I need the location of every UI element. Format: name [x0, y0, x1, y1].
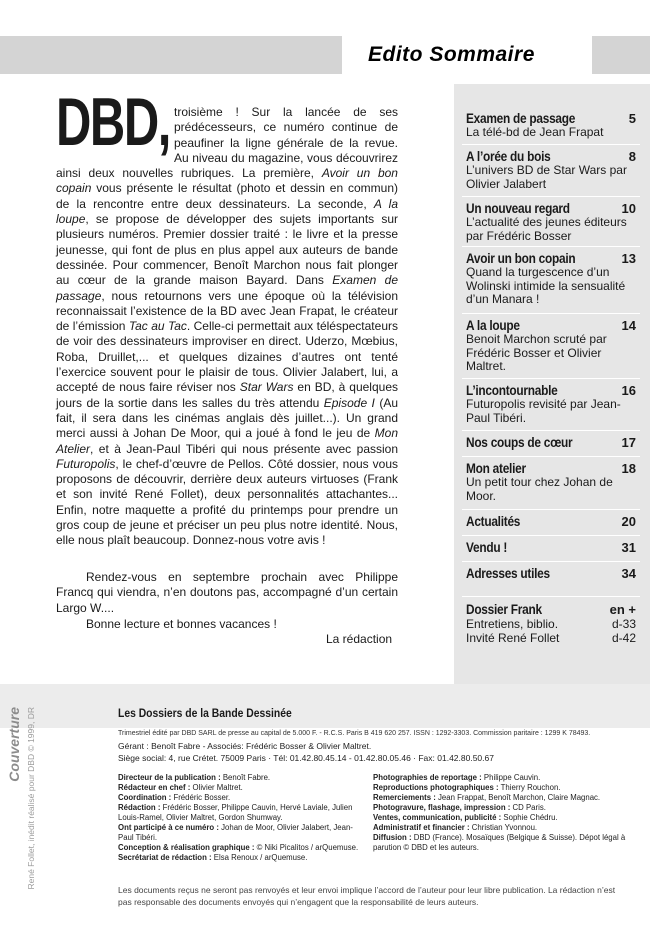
credit-key: Diffusion :: [373, 833, 412, 842]
credit-key: Ventes, communication, publicité :: [373, 813, 502, 822]
toc-dossier-title: Dossier Frank: [466, 602, 542, 617]
credit-key: Secrétariat de rédaction :: [118, 853, 212, 862]
credit-key: Coordination :: [118, 793, 172, 802]
edito-rendezvous: Rendez-vous en septembre prochain avec Philippe Francq qui viendra, n’en doutons pas, accompagné d’un certain Largo W....: [56, 570, 398, 615]
toc-item-title: Mon atelier: [466, 461, 526, 476]
toc-item-title: Adresses utiles: [466, 566, 550, 581]
credit-key: Remerciements :: [373, 793, 436, 802]
credit-value: © Niki Picalitos / arQuemuse.: [256, 843, 359, 852]
toc-item-desc: Futuropolis revisité par Jean-Paul Tibéri.: [466, 397, 621, 425]
toc-item[interactable]: [466, 383, 636, 425]
toc-item-desc: Benoit Marchon scruté par Frédéric Bosser et Olivier Maltret.: [466, 332, 607, 373]
toc-item-desc: L’univers BD de Star Wars par Olivier Jalabert: [466, 163, 627, 191]
publication-gerant: Gérant : Benoît Fabre - Associés: Frédéric Bosser & Olivier Maltret.: [118, 741, 372, 751]
publication-meta: Trimestriel édité par DBD SARL de presse au capital de 5.000 F. - R.C.S. Paris B 419 620 257. ISSN : 1292-3303. Commission paritaire : 1299 K 78493.: [118, 730, 591, 737]
toc-dossier-line: [466, 631, 636, 645]
toc-item[interactable]: [466, 251, 636, 307]
credit-key: Photogravure, flashage, impression :: [373, 803, 511, 812]
credit-value: Jean Frappat, Benoît Marchon, Claire Magnac.: [438, 793, 601, 802]
credit-value: Olivier Maltret.: [192, 783, 243, 792]
dropcap-spacer: [56, 105, 174, 163]
publication-siege: Siège social: 4, rue Crétet. 75009 Paris · Tél: 01.42.80.45.14 - 01.42.80.05.46 · Fax: 01.42.80.50.67: [118, 753, 494, 763]
toc-item-page: 34: [621, 566, 636, 581]
toc-item-title: A l’orée du bois: [466, 149, 551, 164]
disclaimer: Les documents reçus ne seront pas renvoyés et leur envoi implique l’accord de l’auteur pour leur libre publication. La rédaction n’est pas responsable des documents envoyés qui n’engagent que la responsabilité de leurs auteurs.: [118, 885, 616, 907]
credit-value: Johan de Moor, Olivier Jalabert, Jean-Paul Tibéri.: [118, 823, 353, 842]
credit-key: Photographies de reportage :: [373, 773, 482, 782]
bottom-band: [0, 684, 650, 728]
toc-dossier-line-page: d-42: [611, 631, 636, 645]
toc-separator: [462, 596, 640, 597]
toc-dossier-line-text: Entretiens, biblio.: [466, 617, 559, 631]
credit-row: [118, 853, 368, 863]
toc-item[interactable]: [466, 318, 636, 374]
toc-item-page: 14: [621, 318, 636, 333]
credit-row: [373, 793, 635, 803]
toc-item-page: 16: [621, 383, 636, 398]
toc-item-desc: Un petit tour chez Johan de Moor.: [466, 475, 613, 503]
toc-item-title: Un nouveau regard: [466, 201, 570, 216]
credit-value: Frédéric Bosser, Philippe Cauvin, Hervé Laviale, Julien Louis-Ramel, Olivier Maltret, Gordon Shumway.: [118, 803, 353, 822]
toc-item[interactable]: [466, 461, 636, 503]
credits-right: [373, 773, 635, 853]
credit-key: Administratif et financier :: [373, 823, 470, 832]
credit-value: Philippe Cauvin.: [483, 773, 541, 782]
credit-value: Elsa Renoux / arQuemuse.: [213, 853, 308, 862]
toc-item-desc: L’actualité des jeunes éditeurs par Frédéric Bosser: [466, 215, 627, 243]
toc-item-title: L’incontournable: [466, 383, 558, 398]
toc-item-title: Avoir un bon copain: [466, 251, 576, 266]
edito-dropcap: DBD,: [56, 84, 170, 160]
credit-row: [373, 803, 635, 813]
credit-value: Christian Yvonnou.: [471, 823, 538, 832]
toc-item[interactable]: [466, 435, 636, 450]
toc-separator: [462, 378, 640, 379]
toc-separator: [462, 430, 640, 431]
credit-key: Ont participé à ce numéro :: [118, 823, 219, 832]
credit-key: Rédacteur en chef :: [118, 783, 191, 792]
toc-item-page: 10: [621, 201, 636, 216]
credit-value: Frédéric Bosser.: [173, 793, 231, 802]
toc-dossier-line-page: d-33: [611, 617, 636, 631]
toc-item[interactable]: [466, 201, 636, 243]
toc-item[interactable]: [466, 566, 636, 581]
credit-row: [118, 793, 368, 803]
toc-separator: [462, 509, 640, 510]
credit-row: [373, 813, 635, 823]
toc-separator: [462, 535, 640, 536]
publication-title: Les Dossiers de la Bande Dessinée: [118, 708, 292, 720]
toc-item-page: 18: [621, 461, 636, 476]
toc-item-desc: Quand la turgescence d’un Wolinski intimide la sensualité d’un Manara !: [466, 265, 626, 306]
toc-item-page: 20: [621, 514, 636, 529]
couverture-label: Couverture: [6, 707, 22, 782]
credit-value: Thierry Rouchon.: [500, 783, 561, 792]
toc-item-page: 17: [621, 435, 636, 450]
credit-value: Benoît Fabre.: [222, 773, 271, 782]
credit-value: Sophie Chédru.: [503, 813, 558, 822]
credit-key: Conception & réalisation graphique :: [118, 843, 255, 852]
toc-item[interactable]: [466, 111, 636, 140]
toc-item-page: 13: [621, 251, 636, 266]
edito-paragraph: troisième ! Sur la lancée de ses prédécesseurs, ce numéro continue de peaufiner la ligne générale de la revue. Au niveau du magazine, vous découvrirez ainsi deux nouvelles rubriques. La première, Avoir un bon copain vous présente le résultat (photo et dessin en commun) de la rencontre entre deux dessinateurs. La seconde, A la loupe, se propose de développer des sujets importants sur plusieurs numéros. Premier dossier traité : le livre et la presse jeunesse, qui font de plus en plus appel aux auteurs de bande dessinée. Pour commencer, Benoît Marchon nous fait plonger au cœur de la grande maison Bayard. Dans Examen de passage, nous retournons vers une époque où la télévision reconnaissait l’existence de la BD avec Jean Frapat, le créateur de l’émission Tac au Tac. Celle-ci permettait aux téléspectateurs de voir des dessinateurs improviser en direct. Uderzo, Mœbius, Roba, Druillet,... et quelques dizaines d’autres ont tenté l’exercice souvent pour le plaisir de tous. Olivier Jalabert, lui, a accepté de nous faire réviser nos Star Wars en BD, à quelques jours de la sortie dans les salles du très attendu Episode I (Au fait, il sera dans les cinémas anglais dès juillet...). Un grand merci aussi à Johan De Moor, qui a joué à fond le jeu de Mon Atelier, et à Jean-Paul Tibéri qui nous présente avec passion Futuropolis, le chef-d’œuvre de Pellos. Côté dossier, nous vous proposons de découvrir, derrière deux auteurs virtuoses (Frank et son invité René Follet), deux personnalités attachantes... Enfin, notre maquette a profité du printemps pour prendre un gros coup de jeune et préciser un peu plus notre identité. Nous, elle nous plaît beaucoup. Donnez-nous votre avis !: [56, 105, 399, 548]
credit-value: CD Paris.: [512, 803, 546, 812]
toc-item-title: Vendu !: [466, 540, 508, 555]
toc-item-title: Actualités: [466, 514, 521, 529]
toc-separator: [462, 196, 640, 197]
toc-item-title: A la loupe: [466, 318, 520, 333]
credit-row: [118, 803, 368, 823]
credit-key: Reproductions photographiques :: [373, 783, 499, 792]
toc-item-desc: La télé-bd de Jean Frapat: [466, 125, 604, 139]
toc-separator: [462, 561, 640, 562]
toc-item-page: 8: [628, 149, 636, 164]
toc-item-page: 5: [628, 111, 636, 126]
credit-key: Rédaction :: [118, 803, 161, 812]
toc-item-title: Examen de passage: [466, 111, 576, 126]
toc-dossier[interactable]: [466, 602, 636, 645]
toc-item-title: Nos coups de cœur: [466, 435, 573, 450]
toc-dossier-line: [466, 617, 636, 631]
toc-item[interactable]: [466, 540, 636, 555]
credit-row: [118, 773, 368, 783]
page-title: Edito Sommaire: [368, 43, 535, 66]
toc-separator: [462, 144, 640, 145]
couverture-credit: René Follet, inédit réalisé pour DBD © 1999, DR: [26, 707, 36, 890]
toc-dossier-marker: en +: [609, 602, 636, 617]
edito-bonne-lecture: Bonne lecture et bonnes vacances !: [86, 617, 277, 631]
credit-row: [118, 843, 368, 853]
toc-item-page: 31: [621, 540, 636, 555]
toc-item[interactable]: [466, 149, 636, 191]
toc-dossier-line-text: Invité René Follet: [466, 631, 560, 645]
credit-row: [373, 823, 635, 833]
credit-row: [118, 783, 368, 793]
toc-separator: [462, 246, 640, 247]
credits-left: [118, 773, 368, 863]
edito-signature: La rédaction: [326, 632, 393, 646]
credit-value: DBD (France). Mosaïques (Belgique & Suisse). Dépot légal à parution © DBD et les auteurs.: [373, 833, 626, 852]
credit-row: [118, 823, 368, 843]
toc-separator: [462, 313, 640, 314]
credit-row: [373, 773, 635, 783]
credit-row: [373, 783, 635, 793]
toc-item[interactable]: [466, 514, 636, 529]
toc-separator: [462, 456, 640, 457]
credit-key: Directeur de la publication :: [118, 773, 221, 782]
credit-row: [373, 833, 635, 853]
